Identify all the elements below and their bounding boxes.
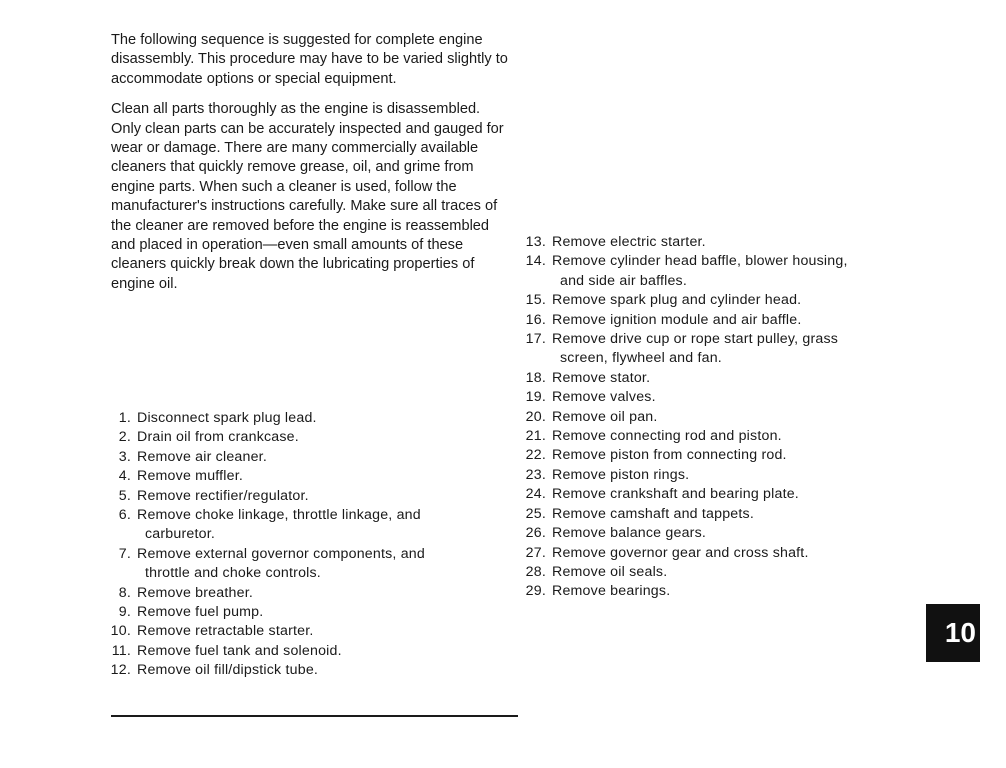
- step-item: [518, 446, 918, 465]
- step-number: 27.: [525, 544, 546, 561]
- step-text: Disconnect spark plug lead.: [137, 410, 317, 426]
- step-text: Remove piston rings.: [552, 466, 690, 483]
- step-number: 26.: [525, 525, 546, 542]
- step-text-continued: and side air baffles.: [560, 272, 687, 289]
- step-item: [518, 369, 918, 388]
- intro-paragraph-cleaning: Clean all parts thoroughly as the engine is disassembled. Only clean parts can be accurately inspected and gauged for wear or damage. There are many commercially available cleaners that quickly remove grease, oil, and grime from engine parts. When such a cleaner is used, follow the manufacturer's instructions carefully. Make sure all traces of the cleaner are removed before the engine is reassembled and placed in operation—even small amounts of these cleaners quickly break down the lubricating properties of engine oil.: [111, 101, 504, 292]
- step-item: [518, 291, 918, 310]
- step-item: [107, 661, 502, 680]
- step-number: 10.: [110, 623, 131, 640]
- step-text: Remove external governor components, and: [137, 545, 425, 562]
- step-item: [107, 448, 502, 467]
- step-number: 20.: [525, 408, 546, 425]
- step-text: Remove oil seals.: [552, 563, 668, 580]
- step-text-continued: throttle and choke controls.: [145, 565, 321, 582]
- step-text: Remove valves.: [552, 389, 656, 406]
- disassembly-steps-right: [518, 233, 918, 602]
- step-item: [518, 233, 918, 252]
- step-text: Remove crankshaft and bearing plate.: [552, 486, 799, 503]
- step-number: 22.: [525, 447, 546, 464]
- step-number: 15.: [525, 292, 546, 309]
- step-item: [518, 330, 918, 369]
- step-text: Remove governor gear and cross shaft.: [552, 544, 809, 561]
- step-number: 19.: [525, 389, 546, 406]
- step-item: [518, 466, 918, 485]
- step-number: 14.: [525, 253, 546, 270]
- section-tab: 10: [926, 604, 980, 662]
- step-text-continued: screen, flywheel and fan.: [560, 350, 722, 367]
- step-text: Remove choke linkage, throttle linkage, and: [137, 507, 421, 524]
- step-number: 6.: [118, 507, 131, 524]
- step-text: Remove drive cup or rope start pulley, grass: [552, 331, 839, 348]
- step-number: 16.: [525, 311, 546, 328]
- step-number: 17.: [525, 331, 546, 348]
- step-number: 4.: [118, 468, 131, 485]
- step-number: 21.: [525, 428, 546, 445]
- step-item: [518, 408, 918, 427]
- step-text: Remove air cleaner.: [137, 448, 267, 465]
- step-text: Remove electric starter.: [552, 234, 706, 250]
- disassembly-steps-left: [107, 409, 502, 681]
- step-item: [107, 545, 502, 584]
- step-text: Remove connecting rod and piston.: [552, 428, 782, 445]
- step-number: 11.: [111, 642, 131, 659]
- step-text: Remove breather.: [137, 584, 253, 601]
- step-text-continued: carburetor.: [145, 526, 216, 543]
- step-number: 3.: [118, 448, 131, 465]
- step-item: [518, 485, 918, 504]
- step-item: [107, 487, 502, 506]
- step-number: 25.: [525, 505, 546, 522]
- step-number: 28.: [525, 563, 546, 580]
- step-item: [518, 252, 918, 291]
- step-text: Remove cylinder head baffle, blower housing,: [552, 253, 848, 270]
- step-text: Remove balance gears.: [552, 525, 707, 542]
- step-number: 29.: [525, 583, 546, 600]
- step-number: 24.: [525, 486, 546, 503]
- step-number: 12.: [110, 662, 131, 679]
- step-text: Remove piston from connecting rod.: [552, 447, 787, 464]
- step-item: [518, 544, 918, 563]
- step-text: Remove fuel pump.: [137, 604, 264, 621]
- step-item: [518, 505, 918, 524]
- step-item: [107, 467, 502, 486]
- step-text: Remove ignition module and air baffle.: [552, 311, 802, 328]
- step-number: 8.: [118, 584, 131, 601]
- step-text: Remove camshaft and tappets.: [552, 505, 754, 522]
- step-text: Remove spark plug and cylinder head.: [552, 292, 802, 309]
- step-item: [107, 506, 502, 545]
- step-item: [518, 524, 918, 543]
- step-item: [107, 409, 502, 428]
- step-number: 13.: [525, 234, 546, 250]
- step-text: Drain oil from crankcase.: [137, 429, 299, 446]
- bottom-rule: [111, 715, 518, 717]
- step-text: Remove retractable starter.: [137, 623, 314, 640]
- step-text: Remove oil pan.: [552, 408, 658, 425]
- step-text: Remove bearings.: [552, 583, 671, 600]
- step-item: [107, 642, 502, 661]
- step-item: [518, 582, 918, 601]
- step-text: Remove stator.: [552, 369, 651, 386]
- step-item: [107, 428, 502, 447]
- step-item: [107, 603, 502, 622]
- step-number: 5.: [118, 487, 131, 504]
- step-item: [518, 388, 918, 407]
- step-item: [518, 563, 918, 582]
- step-text: Remove oil fill/dipstick tube.: [137, 662, 319, 679]
- step-text: Remove muffler.: [137, 468, 244, 485]
- step-item: [518, 311, 918, 330]
- step-number: 23.: [525, 466, 546, 483]
- step-number: 18.: [525, 369, 546, 386]
- step-item: [107, 622, 502, 641]
- step-item: [518, 427, 918, 446]
- step-text: Remove rectifier/regulator.: [137, 487, 309, 504]
- step-number: 2.: [118, 429, 131, 446]
- step-number: 7.: [118, 545, 131, 562]
- step-number: 9.: [118, 604, 131, 621]
- step-text: Remove fuel tank and solenoid.: [137, 642, 342, 659]
- step-item: [107, 584, 502, 603]
- intro-text: [111, 31, 511, 305]
- intro-paragraph-sequence: The following sequence is suggested for complete engine disassembly. This procedure may have to be varied slightly to accommodate options or special equipment.: [111, 32, 508, 87]
- step-number: 1.: [118, 410, 131, 426]
